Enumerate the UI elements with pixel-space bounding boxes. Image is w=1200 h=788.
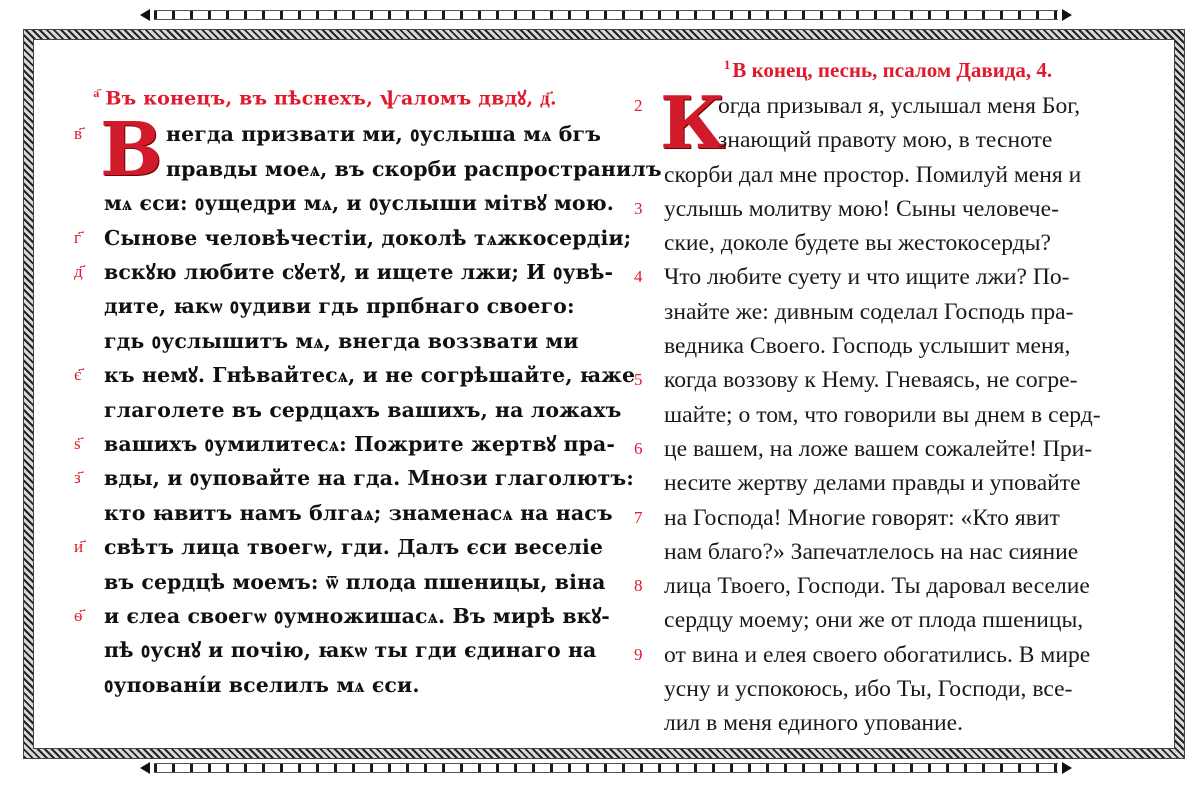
russian-text-line: [628, 329, 1148, 363]
slavonic-text-line: [66, 633, 597, 667]
top-page-scroller[interactable]: [140, 6, 1072, 24]
line-text: когда воззову к Нему. Гневаясь, не согре-: [664, 367, 1078, 394]
russian-text-line: [628, 295, 1148, 329]
line-text: нам благо?» Запечатлелось на нас сияние: [664, 538, 1079, 565]
arrow-left-icon[interactable]: [140, 9, 150, 21]
line-text: и єлеа своегѡ ᲂумножишасѧ. Въ мирѣ вкꙋ-: [104, 604, 610, 629]
verse-number: в҃: [74, 124, 83, 145]
arrow-left-icon[interactable]: [140, 762, 150, 774]
verse-number: 5: [634, 370, 643, 390]
slavonic-text-line: [66, 358, 636, 392]
slavonic-text-line: [66, 599, 610, 633]
slavonic-psalm-title: $^{а҃}$ Въ конецъ, въ пѣснехъ, ѱаломъ двдꙋ, д҃.: [93, 86, 557, 110]
verse-number: 2: [634, 96, 643, 115]
slavonic-text-line: [66, 289, 584, 323]
line-text: усну и успокоюсь, ибо Ты, Господи, все-: [664, 676, 1073, 703]
russian-text-line: [628, 123, 1148, 157]
page-scroll-track[interactable]: [154, 763, 1058, 773]
verse-number: ѳ҃: [74, 606, 83, 627]
line-text: сердцу моему; они же от плода пшеницы,: [664, 607, 1084, 634]
slavonic-text-line: [66, 496, 613, 530]
slavonic-text-line: [66, 427, 616, 461]
russian-text-line: [628, 672, 1148, 706]
line-text: пѣ ᲂуснꙋ и почію, ꙗкѡ ты гди єдинаго на: [104, 638, 597, 663]
verse-number: з҃: [74, 468, 81, 489]
line-text: це вашем, на ложе вашем сожалейте! При-: [664, 435, 1093, 462]
line-text: гдь ᲂуслышитъ мѧ, внегда воззвати ми: [104, 328, 579, 353]
verse-number: 7: [634, 507, 643, 527]
slavonic-text-line: [66, 324, 584, 358]
verse-number: д҃: [74, 261, 83, 282]
slavonic-text-line: [66, 565, 606, 599]
russian-text-line: [628, 158, 1148, 192]
russian-text-line: [628, 260, 1148, 294]
line-text: вды, и ᲂуповайте на гда. Мнози глаголютъ:: [104, 466, 634, 491]
line-text: кто ꙗвитъ намъ блгаѧ; знаменасѧ на насъ: [104, 500, 613, 525]
line-text: Что любите суету и что ищите лжи? По-: [664, 264, 1070, 291]
drop-cap-initial: В: [100, 107, 163, 194]
slavonic-text-line: [66, 255, 614, 289]
russian-text-line: [628, 535, 1148, 569]
line-text: лица Твоего, Господи. Ты даровал веселие: [664, 573, 1090, 600]
line-text: на Господа! Многие говорят: «Кто явит: [664, 504, 1060, 531]
verse-number: 4: [634, 267, 643, 287]
line-text: услышь молитву мою! Сыны человече-: [664, 195, 1059, 222]
line-text: Сынове человѣчестіи, доколѣ тѧжкосердіи;: [104, 225, 632, 250]
slavonic-text-line: [66, 530, 604, 564]
slavonic-psalm-text: [66, 107, 662, 702]
russian-text-line: [628, 603, 1148, 637]
church-slavonic-page: [66, 40, 662, 702]
russian-psalm-text: [628, 80, 1148, 741]
russian-title-number: 1: [723, 57, 731, 72]
verse-number: 3: [634, 198, 643, 218]
russian-text-line: [628, 192, 1148, 226]
line-text: свѣтъ лица твоегѡ, гди. Далъ єси веселіе: [104, 535, 604, 560]
russian-text-line: [628, 466, 1148, 500]
line-text: глаголете въ сердцахъ вашихъ, на ложахъ: [104, 397, 622, 422]
line-text: знающий правоту мою, в тесноте: [718, 127, 1053, 154]
verse-number: ѕ҃: [74, 433, 81, 454]
line-text: знайте же: дивным соделал Господь пра-: [664, 298, 1074, 325]
line-text: ведника Своего. Господь услышит меня,: [664, 333, 1071, 360]
russian-text-line: [628, 363, 1148, 397]
slavonic-title-number: а҃: [93, 86, 100, 100]
line-text: лил в меня единого упование.: [664, 710, 964, 737]
russian-text-line: [628, 706, 1148, 740]
page-scroll-track[interactable]: [154, 10, 1058, 20]
russian-text-line: [628, 398, 1148, 432]
line-text: въ сердцѣ моемъ: ѿ плода пшеницы, віна: [104, 569, 606, 594]
slavonic-text-line: [66, 152, 662, 186]
line-text: вашихъ ᲂумилитесѧ: Пожрите жертвꙋ пра-: [104, 431, 616, 456]
russian-text-line: [628, 226, 1148, 260]
russian-text-line: [628, 432, 1148, 466]
slavonic-text-line: [66, 668, 584, 702]
line-text: вскꙋю любите сꙋетꙋ, и ищете лжи; И ᲂувѣ-: [104, 259, 614, 284]
drop-cap-initial: К: [660, 80, 726, 165]
line-text: скорби дал мне простор. Помилуй меня и: [664, 161, 1082, 188]
line-text: ские, доколе будете вы жестокосерды?: [664, 230, 1052, 257]
line-text: от вина и елея своего обогатились. В мире: [664, 641, 1091, 668]
russian-text-line: [628, 638, 1148, 672]
russian-psalm-title: $^1$В конец, песнь, псалом Давида, 4.: [723, 57, 1053, 82]
arrow-right-icon[interactable]: [1062, 9, 1072, 21]
arrow-right-icon[interactable]: [1062, 762, 1072, 774]
verse-number: и҃: [74, 537, 84, 558]
verse-number: г҃: [74, 227, 82, 248]
bottom-page-scroller[interactable]: [140, 759, 1072, 777]
slavonic-text-line: [66, 221, 632, 255]
line-text: огда призывал я, услышал меня Бог,: [718, 93, 1081, 119]
line-text: мѧ єси: ᲂущедри мѧ, и ᲂуслыши мітвꙋ мою.: [104, 191, 615, 216]
line-text: шайте; о том, что говорили вы днем в серд-: [664, 401, 1101, 428]
line-text: дите, ꙗкѡ ᲂудиви гдь прпбнаго своего:: [104, 294, 575, 319]
russian-translation-page: [628, 40, 1148, 741]
slavonic-text-line: [66, 393, 622, 427]
line-text: ᲂуповані́и вселилъ мѧ єси.: [104, 672, 420, 697]
line-text: негда призвати ми, ᲂуслыша мѧ бгъ: [166, 122, 602, 147]
verse-number: 6: [634, 438, 643, 458]
russian-text-line: [628, 501, 1148, 535]
line-text: къ немꙋ. Гнѣвайтесѧ, и не согрѣшайте, ꙗже: [104, 363, 636, 388]
slavonic-text-line: [66, 186, 615, 220]
line-text: несите жертву делами правды и уповайте: [664, 470, 1081, 497]
verse-number: 9: [634, 644, 643, 664]
line-text: правды моеѧ, въ скорби распространилъ: [166, 156, 662, 181]
slavonic-text-line: [66, 461, 634, 495]
russian-text-line: [628, 569, 1148, 603]
verse-number: є҃: [74, 365, 82, 386]
verse-number: 8: [634, 576, 643, 596]
